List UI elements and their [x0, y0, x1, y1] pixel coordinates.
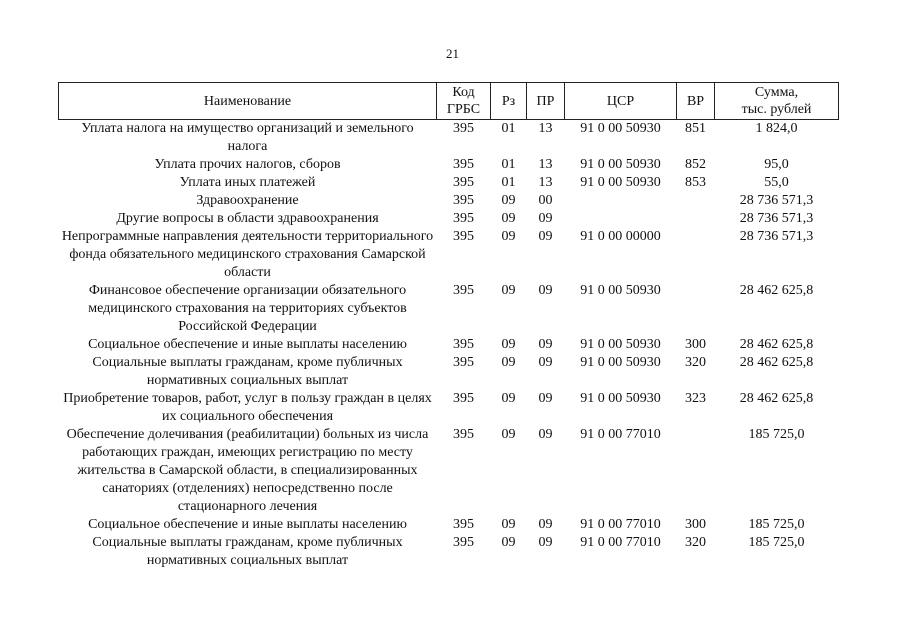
cell-name: Здравоохранение — [196, 193, 299, 208]
cell-csr: 91 0 00 50930 — [580, 283, 661, 298]
cell-pr: 09 — [538, 427, 553, 442]
cell-code: 395 — [453, 517, 474, 532]
cell-csr: 91 0 00 50930 — [580, 175, 661, 190]
table-row — [59, 192, 839, 210]
table-body — [59, 120, 839, 571]
cell-rz: 09 — [501, 211, 516, 226]
cell-csr: 91 0 00 00000 — [580, 229, 661, 244]
budget-table — [58, 82, 839, 570]
cell-name: Уплата иных платежей — [179, 175, 316, 190]
cell-code: 395 — [453, 175, 474, 190]
cell-sum: 28 736 571,3 — [739, 211, 814, 226]
cell-rz: 01 — [501, 121, 516, 136]
table-row — [59, 534, 839, 570]
cell-rz: 01 — [501, 157, 516, 172]
cell-csr: 91 0 00 50930 — [580, 355, 661, 370]
cell-vr: 851 — [685, 121, 706, 136]
cell-rz: 01 — [501, 175, 516, 190]
header-sum: Сумма, тыс. рублей — [715, 83, 839, 120]
table-row — [59, 516, 839, 534]
cell-code: 395 — [453, 283, 474, 298]
cell-name: Приобретение товаров, работ, услуг в пользу граждан в целях их социального обеспечения — [63, 391, 432, 424]
cell-pr: 09 — [538, 337, 553, 352]
cell-pr: 13 — [538, 121, 553, 136]
table-row — [59, 336, 839, 354]
cell-name: Социальное обеспечение и иные выплаты населению — [88, 337, 407, 352]
cell-sum: 185 725,0 — [748, 535, 805, 550]
cell-rz: 09 — [501, 229, 516, 244]
header-vr: ВР — [677, 83, 715, 120]
cell-name: Финансовое обеспечение организации обязательного медицинского страхования на территориях субъектов Российской Федерации — [88, 283, 407, 334]
cell-code: 395 — [453, 193, 474, 208]
cell-pr: 09 — [538, 391, 553, 406]
cell-pr: 09 — [538, 283, 553, 298]
table-row — [59, 120, 839, 157]
cell-code: 395 — [453, 391, 474, 406]
cell-csr: 91 0 00 77010 — [580, 427, 661, 442]
cell-pr: 09 — [538, 355, 553, 370]
cell-code: 395 — [453, 229, 474, 244]
cell-rz: 09 — [501, 355, 516, 370]
cell-code: 395 — [453, 535, 474, 550]
cell-vr: 300 — [685, 337, 706, 352]
cell-csr — [565, 192, 677, 210]
table-row — [59, 390, 839, 426]
cell-code: 395 — [453, 355, 474, 370]
cell-name: Уплата налога на имущество организаций и земельного налога — [81, 121, 414, 154]
cell-name: Непрограммные направления деятельности территориального фонда обязательного медицинского страхования Самарской области — [61, 229, 434, 280]
cell-rz: 09 — [501, 517, 516, 532]
cell-sum: 28 736 571,3 — [739, 193, 814, 208]
cell-csr: 91 0 00 50930 — [580, 121, 661, 136]
cell-sum: 55,0 — [764, 175, 789, 190]
cell-sum: 28 462 625,8 — [739, 391, 814, 406]
header-code: Код ГРБС — [437, 83, 491, 120]
cell-csr: 91 0 00 77010 — [580, 535, 661, 550]
table-row — [59, 426, 839, 516]
table-row — [59, 354, 839, 390]
cell-pr: 00 — [538, 193, 553, 208]
cell-name: Социальное обеспечение и иные выплаты населению — [88, 517, 407, 532]
cell-csr: 91 0 00 77010 — [580, 517, 661, 532]
cell-sum: 1 824,0 — [755, 121, 798, 136]
cell-pr: 13 — [538, 157, 553, 172]
cell-name: Уплата прочих налогов, сборов — [154, 157, 341, 172]
cell-vr — [677, 282, 715, 336]
cell-vr — [677, 210, 715, 228]
cell-code: 395 — [453, 427, 474, 442]
cell-sum: 95,0 — [764, 157, 789, 172]
cell-name: Другие вопросы в области здравоохранения — [116, 211, 379, 226]
cell-pr: 09 — [538, 517, 553, 532]
header-pr: ПР — [527, 83, 565, 120]
cell-sum: 185 725,0 — [748, 517, 805, 532]
cell-rz: 09 — [501, 427, 516, 442]
cell-pr: 09 — [538, 211, 553, 226]
cell-code: 395 — [453, 337, 474, 352]
cell-vr — [677, 192, 715, 210]
header-rz: Рз — [491, 83, 527, 120]
cell-vr: 323 — [685, 391, 706, 406]
cell-csr: 91 0 00 50930 — [580, 157, 661, 172]
cell-name: Социальные выплаты гражданам, кроме публичных нормативных социальных выплат — [92, 535, 403, 568]
header-csr: ЦСР — [565, 83, 677, 120]
cell-rz: 09 — [501, 391, 516, 406]
cell-vr: 852 — [685, 157, 706, 172]
cell-vr: 320 — [685, 535, 706, 550]
page-number: 21 — [446, 46, 459, 61]
cell-sum: 28 462 625,8 — [739, 283, 814, 298]
cell-rz: 09 — [501, 337, 516, 352]
cell-pr: 09 — [538, 229, 553, 244]
cell-pr: 13 — [538, 175, 553, 190]
cell-name: Социальные выплаты гражданам, кроме публичных нормативных социальных выплат — [92, 355, 403, 388]
table-row — [59, 282, 839, 336]
cell-rz: 09 — [501, 193, 516, 208]
cell-rz: 09 — [501, 535, 516, 550]
cell-sum: 28 462 625,8 — [739, 355, 814, 370]
cell-code: 395 — [453, 121, 474, 136]
cell-vr: 300 — [685, 517, 706, 532]
cell-vr: 320 — [685, 355, 706, 370]
table-row — [59, 174, 839, 192]
cell-csr: 91 0 00 50930 — [580, 391, 661, 406]
cell-sum: 28 736 571,3 — [739, 229, 814, 244]
table-row — [59, 210, 839, 228]
cell-vr — [677, 228, 715, 282]
cell-sum: 28 462 625,8 — [739, 337, 814, 352]
cell-name: Обеспечение долечивания (реабилитации) больных из числа работающих граждан, имеющих регистрацию по месту жительства в Самарской области, в специализированных санаториях (отделениях) непосредственно после стационарного лечения — [66, 427, 429, 514]
table-row — [59, 228, 839, 282]
table-header-row — [59, 83, 839, 120]
cell-rz: 09 — [501, 283, 516, 298]
cell-vr — [677, 426, 715, 516]
cell-pr: 09 — [538, 535, 553, 550]
header-name: Наименование — [59, 83, 437, 120]
cell-code: 395 — [453, 211, 474, 226]
table-row — [59, 156, 839, 174]
cell-vr: 853 — [685, 175, 706, 190]
cell-csr: 91 0 00 50930 — [580, 337, 661, 352]
cell-sum: 185 725,0 — [748, 427, 805, 442]
cell-code: 395 — [453, 157, 474, 172]
cell-csr — [565, 210, 677, 228]
